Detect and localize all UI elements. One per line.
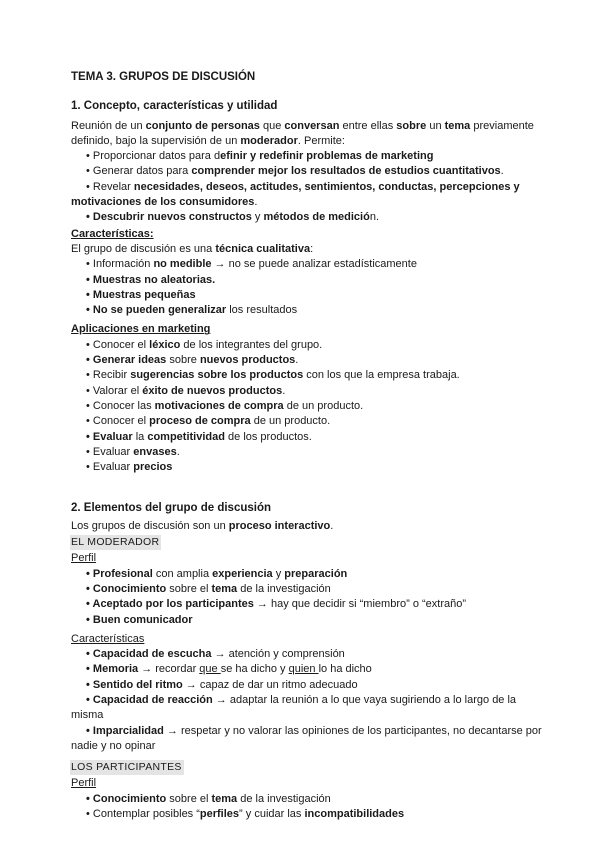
text-run: . (176, 445, 180, 458)
underlined-text: que (199, 663, 221, 676)
bold-text: • Evaluar (86, 430, 133, 443)
text-run: sobre el (166, 792, 212, 805)
text-run: El grupo de discusión es una (71, 242, 216, 255)
bold-text: • Descubrir nuevos constructos (86, 211, 252, 224)
bold-text: • Sentido del ritmo (86, 678, 183, 691)
bullet-item (71, 368, 551, 383)
text-run: → adaptar la reunión a lo que vaya sugiriendo a lo largo de la misma (71, 693, 517, 722)
text-run: con los que la empresa trabaja. (303, 369, 460, 382)
bold-text: • Conocimiento (86, 582, 167, 595)
text-run: que (259, 119, 285, 132)
text-run: entre ellas (339, 119, 397, 132)
bullet-item (71, 460, 551, 475)
subheading (71, 632, 551, 647)
subheading (71, 551, 551, 566)
bullet-item (71, 414, 551, 429)
text-run: ” y cuidar las (239, 808, 305, 821)
bullet-item (71, 273, 551, 288)
bold-text: no medible (153, 258, 212, 271)
bullet-item (71, 647, 551, 662)
text-run: • Contemplar posibles “ (86, 808, 200, 821)
bullet-item (71, 384, 551, 399)
bold-text: experiencia (212, 567, 273, 580)
text-run: . (295, 354, 299, 367)
bold-text: • Capacidad de escucha (86, 648, 212, 661)
text-run: se ha dicho y (220, 663, 289, 676)
subheading (71, 776, 551, 791)
bold-text: envases (133, 445, 177, 458)
bold-text: éxito de nuevos productos (142, 384, 283, 397)
bullet-item (71, 430, 551, 445)
text-run: un (426, 119, 445, 132)
bold-text: 2. Elementos del grupo de discusión (71, 502, 272, 515)
bullet-item (71, 180, 551, 211)
bold-text: • Buen comunicador (86, 613, 193, 626)
bold-text: • Aceptado por los participantes (86, 598, 254, 611)
bold-text: Características: (71, 227, 154, 240)
bold-text: • Imparcialidad (86, 724, 164, 737)
bold-text: necesidades, deseos, actitudes, sentimientos, conductas, percepciones y motivaciones de los consumidores (71, 180, 520, 209)
bullet-item (71, 338, 551, 353)
text-run: y (251, 211, 264, 224)
text-run: Perfil (71, 552, 97, 565)
bold-text: conversan (284, 119, 340, 132)
bold-text: • Memoria (86, 663, 139, 676)
bullet-item (71, 288, 551, 303)
text-run: → respetar y no valorar las opiniones de los participantes, no decantarse por nadie y no opinar (71, 724, 542, 752)
text-run: → recordar (138, 663, 200, 676)
text-run: n. (369, 211, 380, 224)
text-run: • Conocer el (86, 338, 150, 351)
text-run: → capaz de dar un ritmo adecuado (182, 678, 358, 691)
bullet-item (71, 724, 551, 755)
highlighted-label (71, 535, 551, 550)
label-highlight (70, 760, 184, 775)
document-page (71, 70, 551, 822)
text-run: : (310, 242, 314, 255)
bold-text: preparación (284, 567, 348, 580)
bold-text: métodos de medició (263, 211, 370, 224)
bold-text: moderador (240, 134, 298, 147)
text-run: → no se puede analizar estadísticamente (211, 258, 417, 271)
bold-text: precios (133, 461, 173, 474)
bullet-item (71, 662, 551, 677)
text-run: sobre el (166, 582, 212, 595)
text-run: • Valorar el (86, 384, 143, 397)
text-run: Perfil (71, 777, 97, 790)
bullet-item (71, 567, 551, 582)
text-run: previamente definido, bajo la supervisión de un (71, 119, 534, 147)
text-run: . (330, 519, 334, 532)
text-run: → hay que decidir si “miembro” o “extraño” (253, 598, 467, 611)
text-run: Reunión de un (71, 119, 146, 132)
bullet-item (71, 353, 551, 368)
bold-text: nuevos productos (199, 354, 296, 367)
bullet-item (71, 597, 551, 612)
text-run: • Información (86, 258, 154, 271)
text-run: de los integrantes del grupo. (180, 338, 323, 351)
bold-text: • Conocimiento (86, 792, 167, 805)
text-run: y (272, 567, 285, 580)
text-run: EL MODERADOR (71, 536, 160, 549)
bold-text: técnica cualitativa (215, 242, 311, 255)
bullet-item (71, 807, 551, 822)
text-run: de la investigación (237, 792, 331, 805)
paragraph (71, 519, 551, 534)
text-run: • Proporcionar datos para d (86, 150, 221, 163)
bold-text: proceso interactivo (228, 519, 331, 532)
text-run: . (254, 196, 258, 209)
bullet-item (71, 257, 551, 272)
bold-text: proceso de compra (149, 415, 251, 428)
text-run: • Evaluar (86, 461, 134, 474)
text-run: los resultados (226, 304, 298, 317)
bullet-item (71, 445, 551, 460)
text-run: • Conocer las (86, 399, 155, 412)
bold-text: Aplicaciones en marketing (71, 323, 211, 336)
bullet-item (71, 399, 551, 414)
bold-text: motivaciones de compra (154, 399, 284, 412)
bold-text: tema (211, 582, 238, 595)
text-run: • Recibir (86, 369, 131, 382)
bold-text: • Profesional (86, 567, 153, 580)
text-run: de los productos. (224, 430, 312, 443)
text-run: • Conocer el (86, 415, 150, 428)
subheading (71, 227, 551, 242)
bold-text: tema (444, 119, 471, 132)
text-run: Los grupos de discusión son un (71, 519, 229, 532)
bullet-item (71, 693, 551, 724)
bold-text: • Muestras pequeñas (86, 288, 196, 301)
document-title (71, 70, 551, 85)
bold-text: perfiles (199, 808, 240, 821)
bullet-item (71, 303, 551, 318)
paragraph (71, 242, 551, 257)
bullet-item (71, 582, 551, 597)
text-run: . Permite: (297, 134, 345, 147)
bold-text: competitividad (147, 430, 225, 443)
bold-text: TEMA 3. GRUPOS DE DISCUSIÓN (71, 71, 256, 83)
text-run: • Revelar (86, 180, 134, 193)
section-heading (71, 501, 551, 516)
bullet-item (71, 678, 551, 693)
bold-text: • No se pueden generalizar (86, 304, 227, 317)
bold-text: comprender mejor los resultados de estudios cuantitativos (191, 165, 501, 178)
section-heading (71, 99, 551, 114)
bold-text: • Generar ideas (86, 354, 167, 367)
text-run: • Evaluar (86, 445, 134, 458)
text-run: . (282, 384, 286, 397)
text-run: . (500, 165, 504, 178)
bold-text: efinir y redefinir problemas de marketing (220, 150, 434, 163)
text-run: lo ha dicho (318, 663, 372, 676)
text-run: de un producto. (250, 415, 331, 428)
bold-text: • Capacidad de reacción (86, 693, 213, 706)
bold-text: sugerencias sobre los productos (130, 369, 304, 382)
subheading (71, 322, 551, 337)
bold-text: 1. Concepto, características y utilidad (71, 100, 278, 113)
bullet-item (71, 149, 551, 164)
bold-text: • Muestras no aleatorias. (86, 273, 216, 286)
paragraph (71, 119, 551, 150)
text-run: sobre (166, 354, 200, 367)
text-run: la (132, 430, 148, 443)
label-highlight (70, 535, 161, 550)
text-run: de un producto. (283, 399, 364, 412)
bullet-item (71, 164, 551, 179)
text-run: Características (71, 632, 145, 645)
text-run: LOS PARTICIPANTES (71, 761, 182, 774)
underlined-text: quien (288, 663, 319, 676)
highlighted-label (71, 760, 551, 775)
text-run: • Generar datos para (86, 165, 192, 178)
text-run: → atención y comprensión (211, 648, 345, 661)
bold-text: tema (211, 792, 238, 805)
bold-text: léxico (149, 338, 181, 351)
bold-text: incompatibilidades (304, 808, 405, 821)
bullet-item (71, 210, 551, 225)
text-run: con amplia (152, 567, 213, 580)
bullet-item (71, 613, 551, 628)
bold-text: sobre (396, 119, 427, 132)
bold-text: conjunto de personas (145, 119, 260, 132)
bullet-item (71, 792, 551, 807)
text-run: de la investigación (237, 582, 331, 595)
